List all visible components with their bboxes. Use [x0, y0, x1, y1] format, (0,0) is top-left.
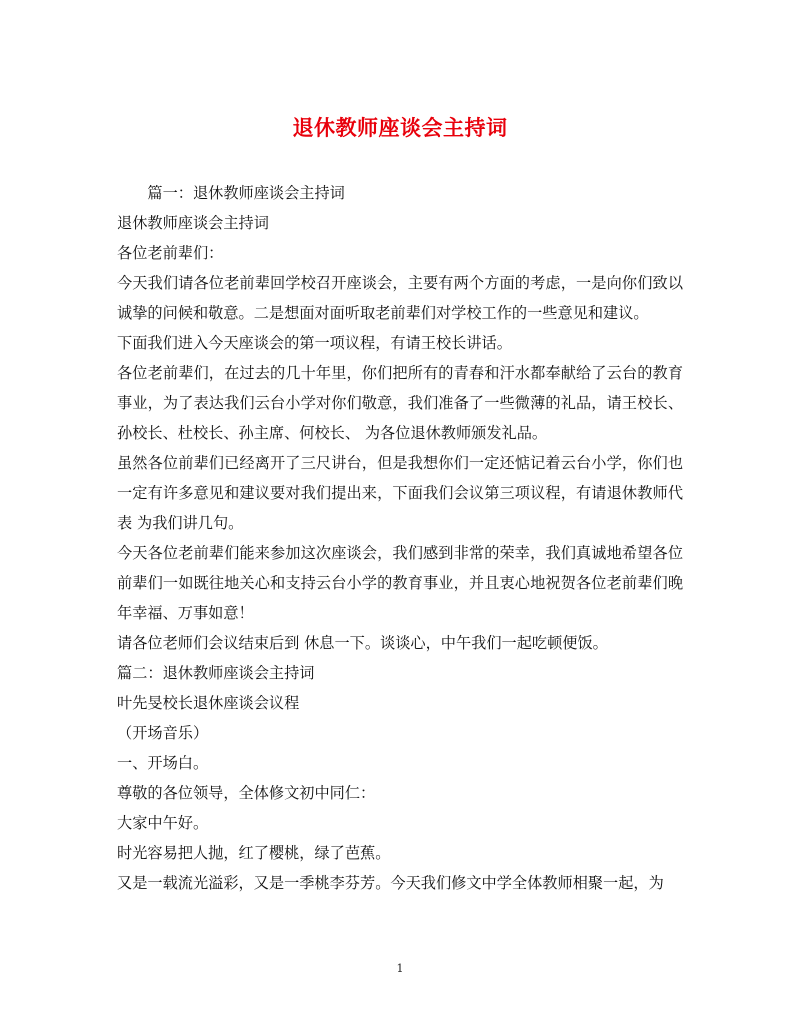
paragraph: 一、开场白。: [117, 754, 209, 772]
page-number: 1: [396, 962, 404, 975]
paragraph: （开场音乐）: [117, 724, 209, 742]
paragraph: 各位老前辈们：: [117, 244, 224, 262]
paragraph: 今天我们请各位老前辈回学校召开座谈会，主要有两个方面的考虑，一是向你们致以诚挚的问候和敬意。二是想面对面听取老前辈们对学校工作的一些意见和建议。: [117, 274, 683, 322]
paragraph: 又是一载流光溢彩，又是一季桃李芬芳。今天我们修文中学全体教师相聚一起，为: [117, 874, 664, 892]
paragraph: 尊敬的各位领导，全体修文初中同仁：: [117, 784, 376, 802]
paragraph: 篇一：退休教师座谈会主持词: [147, 184, 345, 202]
paragraph: 退休教师座谈会主持词: [117, 214, 269, 232]
paragraph: 各位老前辈们，在过去的几十年里，你们把所有的青春和汗水都奉献给了云台的教育事业，为了表达我们云台小学对你们敬意，我们准备了一些微薄的礼品，请王校长、孙校长、杜校长、孙主席、何校长、 为各位退休教师颁发礼品。: [117, 364, 683, 442]
paragraph: 下面我们进入今天座谈会的第一项议程，有请王校长讲话。: [117, 334, 512, 352]
paragraph: 大家中午好。: [117, 814, 209, 832]
paragraph: 今天各位老前辈们能来参加这次座谈会，我们感到非常的荣幸，我们真诚地希望各位前辈们一如既往地关心和支持云台小学的教育事业，并且衷心地祝贺各位老前辈们晚年幸福、万事如意！: [117, 544, 683, 622]
paragraph: 虽然各位前辈们已经离开了三尺讲台，但是我想你们一定还惦记着云台小学，你们也一定有许多意见和建议要对我们提出来，下面我们会议第三项议程，有请退休教师代表 为我们讲几句。: [117, 454, 683, 532]
paragraph: 叶先旻校长退休座谈会议程: [117, 694, 300, 712]
document-body: [117, 178, 683, 898]
paragraph: 时光容易把人抛，红了樱桃，绿了芭蕉。: [117, 844, 391, 862]
paragraph: 请各位老师们会议结束后到 休息一下。谈谈心，中午我们一起吃顿便饭。: [117, 634, 608, 652]
document-title: 退休教师座谈会主持词: [292, 115, 508, 140]
paragraph: 篇二：退休教师座谈会主持词: [117, 664, 315, 682]
